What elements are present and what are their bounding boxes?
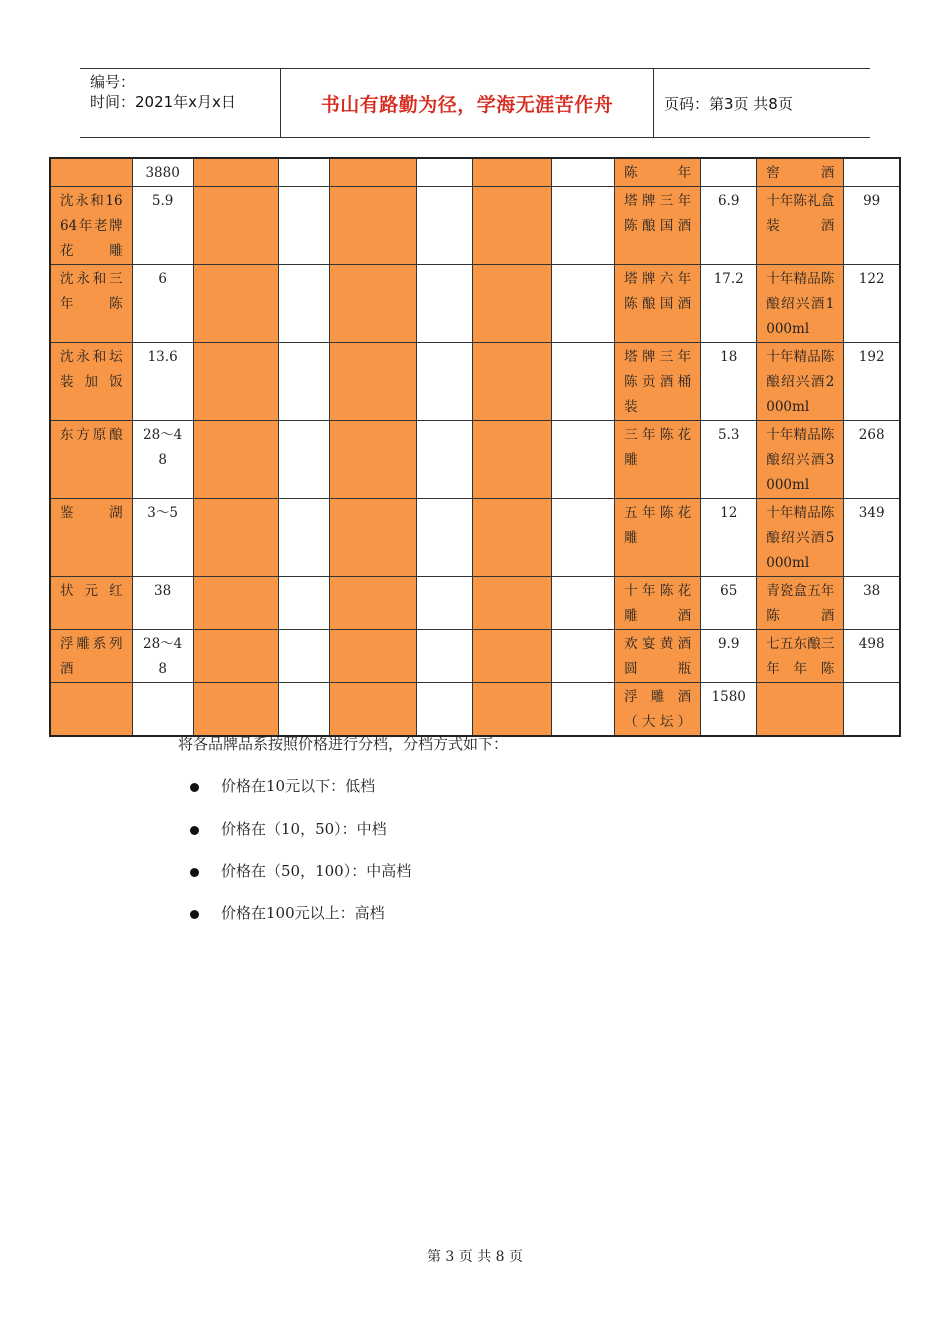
price-b-cell: 12 — [701, 499, 757, 577]
empty-cell — [552, 683, 615, 737]
table-row — [50, 187, 900, 265]
empty-cell — [472, 187, 551, 265]
empty-cell — [329, 158, 416, 187]
brand-c-cell: 十年精品陈酿绍兴酒3000ml — [757, 421, 844, 499]
price-c-cell: 498 — [844, 630, 900, 683]
price-b-cell: 17.2 — [701, 265, 757, 343]
brand-c-cell: 十年精品陈酿绍兴酒1000ml — [757, 265, 844, 343]
brand-b-cell: 塔牌三年陈贡酒桶装 — [615, 343, 701, 421]
price-b-cell: 1580 — [701, 683, 757, 737]
bullet-text: 价格在（50，100）：中高档 — [221, 862, 412, 880]
brand-a-cell — [50, 158, 132, 187]
price-c-cell — [844, 158, 900, 187]
empty-cell — [329, 421, 416, 499]
number-label: 编号： — [90, 73, 136, 91]
brand-a-cell: 状元红 — [50, 577, 132, 630]
price-a-cell: 13.6 — [132, 343, 193, 421]
bullet-item — [190, 860, 411, 881]
empty-cell — [416, 499, 472, 577]
empty-cell — [552, 577, 615, 630]
empty-cell — [278, 630, 329, 683]
empty-cell — [193, 265, 278, 343]
empty-cell — [472, 343, 551, 421]
table-row — [50, 577, 900, 630]
table-row — [50, 499, 900, 577]
price-a-cell: 28～48 — [132, 630, 193, 683]
bullet-icon — [190, 868, 199, 877]
brand-a-cell: 沈永和三年陈 — [50, 265, 132, 343]
brand-a-cell: 鉴湖 — [50, 499, 132, 577]
empty-cell — [416, 187, 472, 265]
empty-cell — [472, 421, 551, 499]
brand-b-cell: 十年陈花雕酒 — [615, 577, 701, 630]
empty-cell — [416, 158, 472, 187]
page-label: 页码：第3页 共8页 — [664, 94, 793, 113]
empty-cell — [329, 499, 416, 577]
header-motto-cell — [281, 69, 654, 137]
brand-b-cell: 塔牌六年陈酿国酒 — [615, 265, 701, 343]
empty-cell — [329, 630, 416, 683]
empty-cell — [278, 187, 329, 265]
price-c-cell: 349 — [844, 499, 900, 577]
empty-cell — [552, 499, 615, 577]
page-footer: 第 3 页 共 8 页 — [426, 1249, 524, 1265]
empty-cell — [193, 683, 278, 737]
price-b-cell — [701, 158, 757, 187]
empty-cell — [278, 577, 329, 630]
empty-cell — [193, 187, 278, 265]
price-c-cell — [844, 683, 900, 737]
price-a-cell: 6 — [132, 265, 193, 343]
brand-b-cell: 浮雕酒（大坛） — [615, 683, 701, 737]
bullet-text: 价格在10元以下：低档 — [221, 777, 376, 795]
brand-c-cell: 青瓷盒五年陈酒 — [757, 577, 844, 630]
empty-cell — [416, 577, 472, 630]
empty-cell — [329, 577, 416, 630]
empty-cell — [416, 421, 472, 499]
bullet-icon — [190, 910, 199, 919]
brand-a-cell: 东方原酿 — [50, 421, 132, 499]
brand-c-cell — [757, 683, 844, 737]
empty-cell — [416, 630, 472, 683]
empty-cell — [329, 343, 416, 421]
bullet-text: 价格在100元以上：高档 — [221, 904, 385, 922]
empty-cell — [278, 499, 329, 577]
brand-a-cell: 浮雕系列酒 — [50, 630, 132, 683]
empty-cell — [472, 577, 551, 630]
empty-cell — [193, 577, 278, 630]
empty-cell — [472, 158, 551, 187]
empty-cell — [416, 683, 472, 737]
bullet-text: 价格在（10，50）：中档 — [221, 820, 387, 838]
empty-cell — [329, 265, 416, 343]
time-label: 时间：2021年x月x日 — [90, 93, 236, 111]
brand-c-cell: 十年陈礼盒装酒 — [757, 187, 844, 265]
empty-cell — [193, 630, 278, 683]
empty-cell — [278, 158, 329, 187]
intro-text: 将各品牌品系按照价格进行分档，分档方式如下： — [178, 735, 509, 753]
price-b-cell: 18 — [701, 343, 757, 421]
table-row — [50, 158, 900, 187]
table-row — [50, 683, 900, 737]
empty-cell — [278, 265, 329, 343]
brand-c-cell: 窖酒 — [757, 158, 844, 187]
empty-cell — [278, 421, 329, 499]
empty-cell — [416, 343, 472, 421]
brand-c-cell: 十年精品陈酿绍兴酒5000ml — [757, 499, 844, 577]
empty-cell — [193, 499, 278, 577]
brand-b-cell: 五年陈花雕 — [615, 499, 701, 577]
empty-cell — [193, 343, 278, 421]
empty-cell — [552, 343, 615, 421]
price-c-cell: 99 — [844, 187, 900, 265]
header-meta-cell — [80, 69, 281, 137]
empty-cell — [472, 265, 551, 343]
empty-cell — [552, 421, 615, 499]
empty-cell — [552, 630, 615, 683]
empty-cell — [278, 343, 329, 421]
price-c-cell: 122 — [844, 265, 900, 343]
brand-c-cell: 七五东酿三年年陈 — [757, 630, 844, 683]
price-c-cell: 38 — [844, 577, 900, 630]
price-b-cell: 9.9 — [701, 630, 757, 683]
empty-cell — [329, 187, 416, 265]
price-c-cell: 268 — [844, 421, 900, 499]
bullet-item — [190, 902, 385, 923]
brand-a-cell: 沈永和1664年老牌花雕 — [50, 187, 132, 265]
price-table — [49, 157, 901, 737]
empty-cell — [193, 421, 278, 499]
brand-b-cell: 塔牌三年陈酿国酒 — [615, 187, 701, 265]
table-row — [50, 421, 900, 499]
empty-cell — [193, 158, 278, 187]
bullet-item — [190, 818, 387, 839]
brand-a-cell — [50, 683, 132, 737]
table-row — [50, 630, 900, 683]
bullet-icon — [190, 826, 199, 835]
empty-cell — [472, 499, 551, 577]
price-c-cell: 192 — [844, 343, 900, 421]
price-a-cell: 5.9 — [132, 187, 193, 265]
empty-cell — [329, 683, 416, 737]
header-page-cell — [654, 69, 870, 137]
price-b-cell: 5.3 — [701, 421, 757, 499]
bullet-icon — [190, 783, 199, 792]
price-a-cell: 3～5 — [132, 499, 193, 577]
empty-cell — [472, 630, 551, 683]
brand-a-cell: 沈永和坛装加饭 — [50, 343, 132, 421]
motto: 书山有路勤为径，学海无涯苦作舟 — [320, 93, 614, 116]
table-row — [50, 265, 900, 343]
brand-b-cell: 陈年 — [615, 158, 701, 187]
empty-cell — [472, 683, 551, 737]
table-row — [50, 343, 900, 421]
page-header — [80, 68, 870, 138]
brand-b-cell: 欢宴黄酒圆瓶 — [615, 630, 701, 683]
price-a-cell: 28～48 — [132, 421, 193, 499]
empty-cell — [552, 187, 615, 265]
price-b-cell: 6.9 — [701, 187, 757, 265]
bullet-item — [190, 775, 375, 796]
price-a-cell: 3880 — [132, 158, 193, 187]
empty-cell — [552, 158, 615, 187]
brand-b-cell: 三年陈花雕 — [615, 421, 701, 499]
empty-cell — [552, 265, 615, 343]
brand-c-cell: 十年精品陈酿绍兴酒2000ml — [757, 343, 844, 421]
empty-cell — [278, 683, 329, 737]
price-a-cell — [132, 683, 193, 737]
price-a-cell: 38 — [132, 577, 193, 630]
empty-cell — [416, 265, 472, 343]
price-b-cell: 65 — [701, 577, 757, 630]
